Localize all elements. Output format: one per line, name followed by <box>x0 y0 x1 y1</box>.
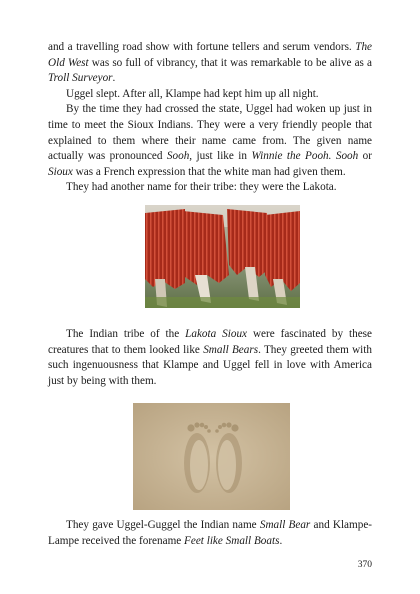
text-run: was a French expression that the white man had given them. <box>72 165 346 178</box>
italic-text: Sooh, <box>166 150 193 163</box>
text-run: . <box>279 534 283 547</box>
text-block-middle <box>48 327 372 389</box>
page-number: 370 <box>357 560 372 570</box>
italic-text: Troll Surveyor <box>48 72 113 85</box>
text-run: They gave Uggel-Guggel the Indian name <box>66 519 260 531</box>
paragraph-uggel-slept: Uggel slept. After all, Klampe had kept him up all night. <box>66 87 319 100</box>
italic-text: Small Bear <box>259 519 311 531</box>
paragraph-sioux-name <box>48 102 372 180</box>
italic-text: Winnie the Pooh. Sooh <box>251 150 359 163</box>
italic-text: Feet like Small Boats <box>184 534 280 547</box>
text-block-top <box>48 40 372 196</box>
text-run: . <box>112 72 116 85</box>
photo-footprints-in-sand <box>133 403 290 510</box>
paragraph-small-bears <box>48 327 372 389</box>
footprints-image <box>133 403 290 510</box>
italic-text: Small Bears <box>203 343 259 356</box>
italic-text: The Old West <box>48 41 372 69</box>
text-run: and Klampe-Lampe received the forename <box>48 519 373 547</box>
paragraph-lakota: They had another name for their tribe: they were the Lakota. <box>66 181 337 194</box>
text-run: By the time they had crossed the state, Uggel had woken up just in time to meet the Sioux Indians. They were a very friendly people that explained to them where their name came from. The given name actually was pronounced <box>48 103 372 163</box>
italic-text: Sioux <box>48 165 73 178</box>
text-run: was so full of vibrancy, that it was remarkable to be alive as a <box>88 56 372 69</box>
dancers-image <box>145 205 300 308</box>
text-run: The Indian tribe of the <box>66 328 186 340</box>
text-run: were fascinated by these creatures that to them looked like <box>48 328 373 356</box>
photo-lakota-dancers <box>145 205 300 308</box>
paragraph-old-west <box>48 40 372 87</box>
italic-text: Lakota Sioux <box>185 328 248 340</box>
text-block-bottom <box>48 518 372 549</box>
paragraph-indian-names <box>48 518 372 549</box>
text-run: or <box>358 150 372 163</box>
text-run: just like in <box>192 150 252 163</box>
text-run: . They greeted them with such ingenuousness that Klampe and Uggel fell in love with America just by being with them. <box>48 343 372 387</box>
text-run: and a travelling road show with fortune tellers and serum vendors. <box>48 41 356 53</box>
